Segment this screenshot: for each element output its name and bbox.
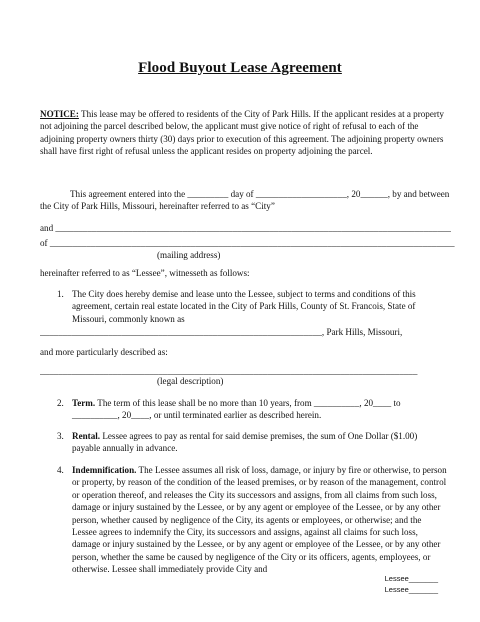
item-2-paragraph: [72, 397, 447, 422]
of-address-line: of _________________________________________________________________________________________: [40, 238, 455, 248]
item-4-number: 4.: [57, 465, 64, 475]
notice-paragraph: [40, 108, 445, 158]
item-2-text: The term of this lease shall be no more than 10 years, from __________, 20____ to __________, 20____, or until terminated earlier as described herein.: [72, 398, 401, 421]
lessee-initials-1: Lessee_______: [384, 574, 438, 583]
item-4-heading: Indemnification.: [72, 465, 137, 475]
item-1-number: 1.: [57, 289, 64, 299]
legal-description-caption: (legal description): [157, 376, 224, 386]
notice-text: This lease may be offered to residents of the City of Park Hills. If the applicant resides at a property not adjoining the parcel described below, the applicant must give notice of right of refusal to each of the adjoining property owners thirty (30) days prior to execution of this agreement. The adjoining property owners shall have first right of refusal unless the applicant resides on property adjoining the parcel.: [40, 109, 444, 157]
property-address-line: ______________________________________________________________, Park Hills, Missouri,: [40, 327, 403, 337]
item-2-number: 2.: [57, 398, 64, 408]
lessee-definition: hereinafter referred to as “Lessee”, witnesseth as follows:: [40, 268, 250, 278]
lessee-initials-2: Lessee_______: [384, 585, 438, 594]
notice-label: NOTICE:: [40, 109, 79, 119]
mailing-address-caption: (mailing address): [157, 250, 221, 260]
and-party-line: and _______________________________________________________________________________________: [40, 223, 451, 233]
item-2-heading: Term.: [72, 398, 96, 408]
item-4-paragraph: [72, 464, 447, 576]
item-3-text: Lessee agrees to pay as rental for said demise premises, the sum of One Dollar ($1.00) payable annually in advance.: [72, 431, 418, 454]
document-title: Flood Buyout Lease Agreement: [138, 60, 342, 76]
item-3-number: 3.: [57, 431, 64, 441]
intro-paragraph: This agreement entered into the _________ day of ____________________, 20______, by and between the City of Park Hills, Missouri, hereinafter referred to as “City”: [40, 189, 450, 212]
item-4-text: The Lessee assumes all risk of loss, damage, or injury by fire or otherwise, to person or property, by reason of the condition of the leased premises, or by reason of the management, control or operation thereof, and releases the City its successors and assigns, from all claims from such loss, damage or injury sustained by the Lessee, or by any agent or employee of the Lessee, or by any other person, whether caused by negligence of the City, its agents or employees, or otherwise; and the Lessee agrees to indemnify the City, its successors and assigns, against all claims for such loss, damage or injury sustained by the Lessee, or by any agent or employee of the Lessee, or by any other person, whether the same be caused by negligence of the City or its officers, agents, employees, or otherwise. Lessee shall immediately provide City and: [72, 465, 447, 575]
particular-description-line: and more particularly described as:: [40, 347, 168, 357]
item-1-text: The City does hereby demise and lease unto the Lessee, subject to terms and conditions of this agreement, certain real estate located in the City of Park Hills, County of St. Francois, State of Missouri, commonly known as: [72, 289, 416, 324]
item-3-heading: Rental.: [72, 431, 101, 441]
legal-description-line: ___________________________________________________________________________________: [40, 366, 418, 376]
item-3-paragraph: [72, 430, 447, 455]
